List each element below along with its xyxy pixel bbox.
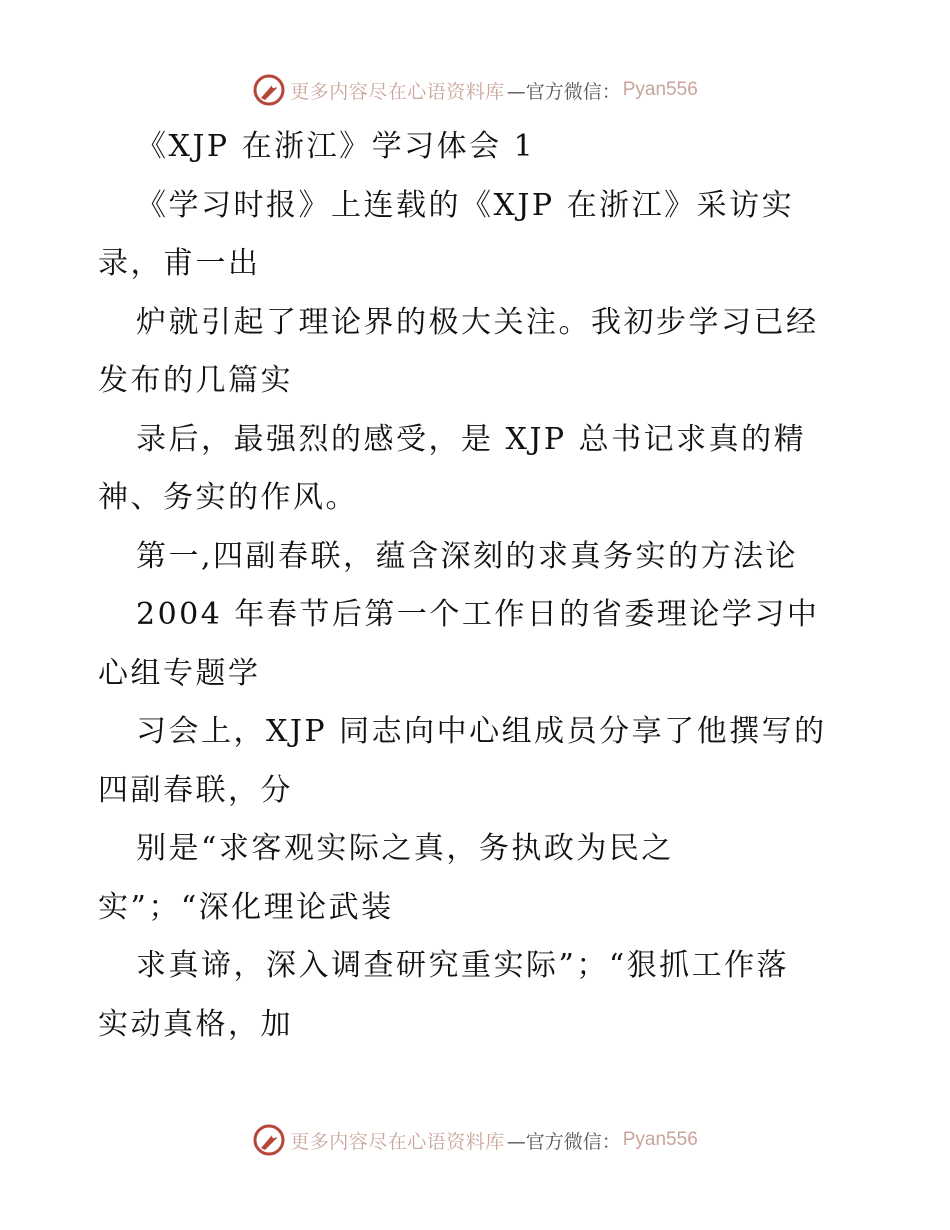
- paragraph-line: 《学习时报》上连载的《XJP 在浙江》采访实: [136, 187, 795, 223]
- document-title: 《XJP 在浙江》学习体会 1: [136, 129, 536, 164]
- section-heading: 第一,四副春联，蕴含深刻的求真务实的方法论: [136, 538, 799, 574]
- banner-wechat-id: Pyan556: [622, 1129, 698, 1150]
- pen-nib-circle-icon: [252, 1123, 286, 1157]
- banner-ad-text: 更多内容尽在心语资料库: [290, 80, 505, 103]
- paragraph-line: 求真谛，深入调查研究重实际”；“狠抓工作落: [136, 948, 790, 983]
- header-banner: [0, 70, 950, 110]
- paragraph-line: 习会上，XJP 同志向中心组成员分享了他撰写的: [136, 714, 827, 749]
- paragraph-line: 实动真格，加: [98, 1006, 293, 1042]
- banner-ad-text: 更多内容尽在心语资料库: [290, 1130, 505, 1153]
- banner-official-label: —官方微信：: [506, 1130, 621, 1153]
- paragraph-line: 别是“求客观实际之真，务执政为民之: [136, 831, 674, 866]
- banner-wechat-id: Pyan556: [622, 79, 698, 100]
- pen-nib-circle-icon: [252, 73, 286, 107]
- paragraph-line: 心组专题学: [98, 655, 261, 691]
- paragraph-line: 发布的几篇实: [98, 363, 293, 398]
- paragraph-line: 录后，最强烈的感受，是 XJP 总书记求真的精: [136, 421, 807, 457]
- paragraph-line: 2004 年春节后第一个工作日的省委理论学习中: [136, 597, 820, 632]
- paragraph-line: 神、务实的作风。: [98, 480, 358, 515]
- footer-banner: [0, 1120, 950, 1160]
- paragraph-line: 录，甫一出: [98, 246, 261, 281]
- banner-official-label: —官方微信：: [506, 80, 621, 103]
- paragraph-line: 实”；“深化理论武装: [98, 889, 394, 925]
- paragraph-line: 四副春联，分: [98, 772, 293, 808]
- paragraph-line: 炉就引起了理论界的极大关注。我初步学习已经: [136, 304, 819, 340]
- document-body: [98, 118, 858, 1054]
